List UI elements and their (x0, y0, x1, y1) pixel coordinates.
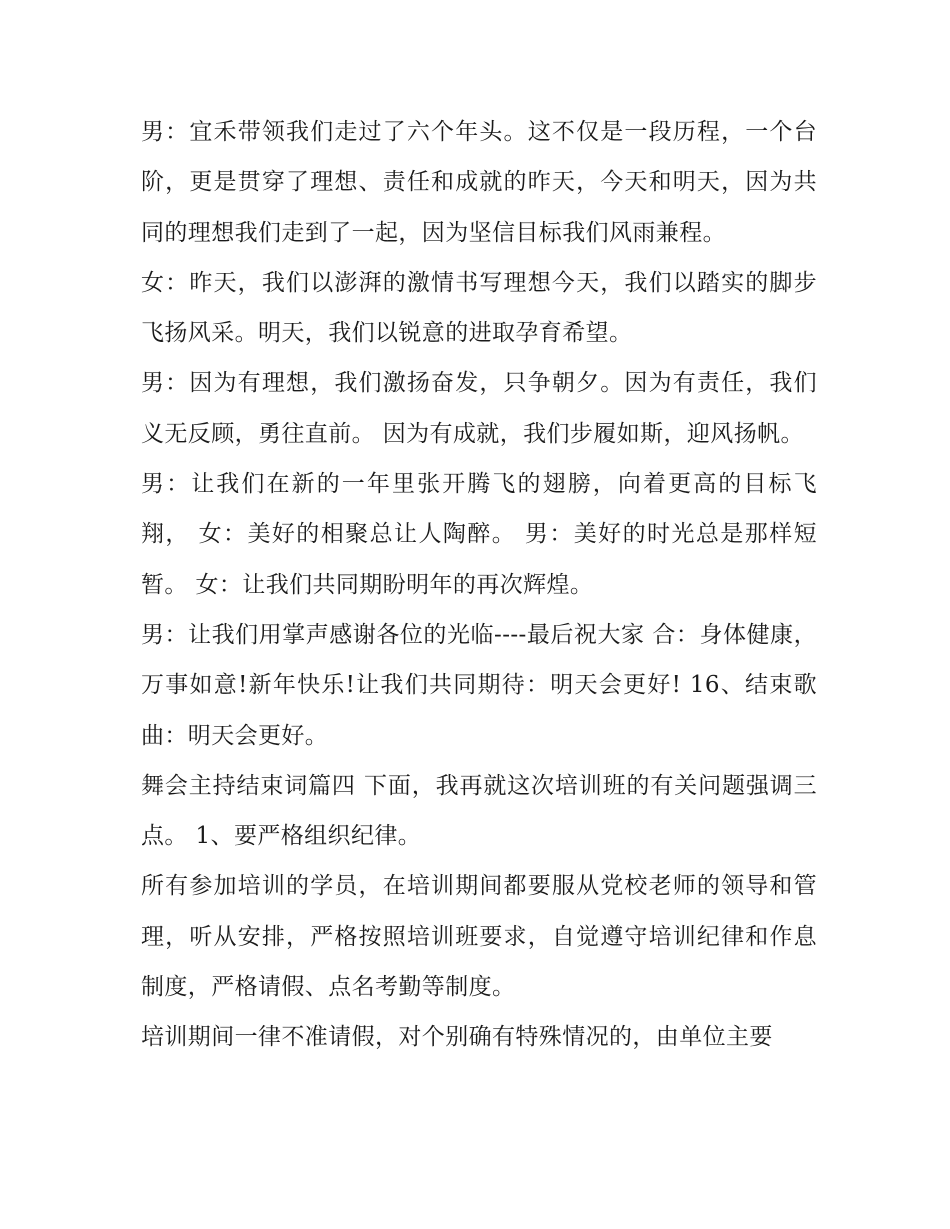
paragraph-5: 男：让我们用掌声感谢各位的光临----最后祝大家 合：身体健康，万事如意!新年快乐!让我们共同期待：明天会更好! 16、结束歌曲：明天会更好。 (141, 621, 817, 749)
paragraph-3: 男：因为有理想，我们激扬奋发，只争朝夕。因为有责任，我们义无反顾，勇往直前。 因为有成就，我们步履如斯，迎风扬帆。 (141, 370, 817, 447)
paragraph-4: 男：让我们在新的一年里张开腾飞的翅膀，向着更高的目标飞翔， 女：美好的相聚总让人陶醉。 男：美好的时光总是那样短暂。 女：让我们共同期盼明年的再次辉煌。 (141, 471, 817, 598)
paragraph-7: 所有参加培训的学员，在培训期间都要服从党校老师的领导和管理，听从安排，严格按照培训班要求，自觉遵守培训纪律和作息制度，严格请假、点名考勤等制度。 (141, 873, 817, 1001)
paragraph-6: 舞会主持结束词篇四 下面，我再就这次培训班的有关问题强调三点。 1、要严格组织纪律。 (141, 772, 817, 850)
document-body (141, 107, 817, 1063)
paragraph-1: 男：宜禾带领我们走过了六个年头。这不仅是一段历程，一个台阶，更是贯穿了理想、责任和成就的昨天，今天和明天，因为共同的理想我们走到了一起，因为坚信目标我们风雨兼程。 (141, 119, 817, 246)
paragraph-2: 女：昨天，我们以澎湃的激情书写理想今天，我们以踏实的脚步飞扬风采。明天，我们以锐意的进取孕育希望。 (141, 269, 817, 347)
paragraph-8: 培训期间一律不准请假，对个别确有特殊情况的，由单位主要 (141, 1024, 773, 1051)
